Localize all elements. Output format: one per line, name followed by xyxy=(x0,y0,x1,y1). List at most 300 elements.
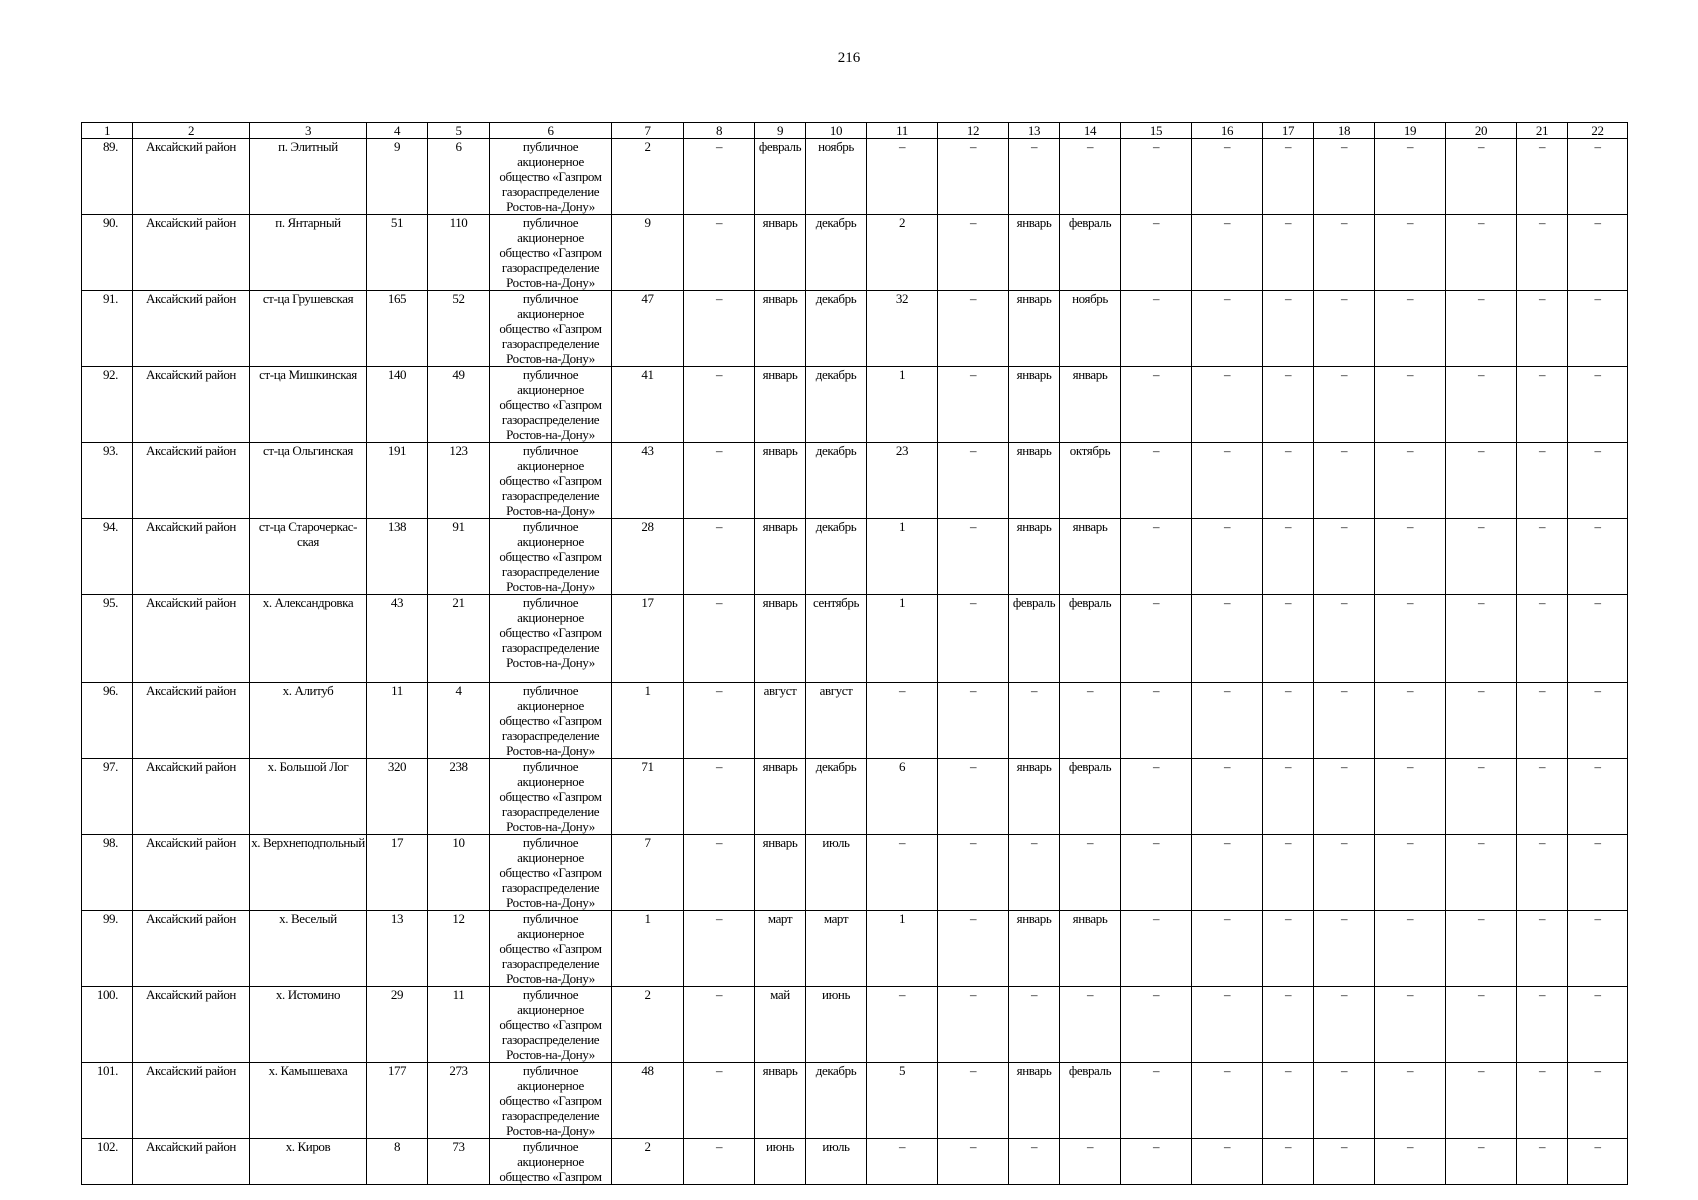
col10-cell: декабрь xyxy=(806,443,867,519)
table-row xyxy=(82,835,1628,911)
col21-cell: – xyxy=(1517,911,1568,987)
col13-cell: – xyxy=(1009,1139,1060,1185)
col10-cell: март xyxy=(806,911,867,987)
col8-cell: – xyxy=(684,215,755,291)
organization-cell xyxy=(490,519,612,595)
table-row xyxy=(82,595,1628,683)
col8-cell: – xyxy=(684,1063,755,1139)
settlement-cell: п. Янтарный xyxy=(250,215,367,291)
col18-cell: – xyxy=(1314,1139,1375,1185)
col8-cell: – xyxy=(684,1139,755,1185)
col22-cell: – xyxy=(1568,759,1628,835)
col11-cell: – xyxy=(867,835,938,911)
organization-cell xyxy=(490,443,612,519)
col13-cell: – xyxy=(1009,987,1060,1063)
district-cell: Аксайский район xyxy=(133,1063,250,1139)
organization-line: общество «Газпром xyxy=(499,789,602,804)
header-cell-15: 15 xyxy=(1121,123,1192,139)
organization-line: общество «Газпром xyxy=(499,713,602,728)
col14-cell: – xyxy=(1060,683,1121,759)
col21-cell: – xyxy=(1517,139,1568,215)
col22-cell: – xyxy=(1568,215,1628,291)
col12-cell: – xyxy=(938,595,1009,683)
row-number: 100. xyxy=(82,987,133,1063)
organization-cell xyxy=(490,911,612,987)
col16-cell: – xyxy=(1192,1063,1263,1139)
table-row xyxy=(82,1063,1628,1139)
organization-line: газораспределение xyxy=(501,336,600,351)
col11-cell: – xyxy=(867,1139,938,1185)
col20-cell: – xyxy=(1446,835,1517,911)
col7-cell: 2 xyxy=(612,139,684,215)
col21-cell: – xyxy=(1517,595,1568,683)
col15-cell: – xyxy=(1121,595,1192,683)
organization-cell xyxy=(490,291,612,367)
col15-cell: – xyxy=(1121,215,1192,291)
col10-cell: ноябрь xyxy=(806,139,867,215)
district-cell: Аксайский район xyxy=(133,683,250,759)
col11-cell: 1 xyxy=(867,911,938,987)
col12-cell: – xyxy=(938,911,1009,987)
col21-cell: – xyxy=(1517,291,1568,367)
row-number: 91. xyxy=(82,291,133,367)
col5-cell: 21 xyxy=(428,595,490,683)
col22-cell: – xyxy=(1568,595,1628,683)
col12-cell: – xyxy=(938,835,1009,911)
header-row xyxy=(82,123,1628,139)
col7-cell: 2 xyxy=(612,1139,684,1185)
header-cell-18: 18 xyxy=(1314,123,1375,139)
organization-line: публичное xyxy=(522,1063,579,1078)
district-cell: Аксайский район xyxy=(133,519,250,595)
organization-line: общество «Газпром xyxy=(499,1093,602,1108)
organization-line: акционерное xyxy=(517,850,584,865)
col19-cell: – xyxy=(1375,911,1446,987)
col20-cell: – xyxy=(1446,367,1517,443)
col20-cell: – xyxy=(1446,215,1517,291)
col18-cell: – xyxy=(1314,683,1375,759)
col20-cell: – xyxy=(1446,911,1517,987)
col13-cell: – xyxy=(1009,683,1060,759)
col7-cell: 1 xyxy=(612,683,684,759)
col12-cell: – xyxy=(938,759,1009,835)
col21-cell: – xyxy=(1517,1063,1568,1139)
col12-cell: – xyxy=(938,1063,1009,1139)
col15-cell: – xyxy=(1121,367,1192,443)
col14-cell: октябрь xyxy=(1060,443,1121,519)
col17-cell: – xyxy=(1263,911,1314,987)
col4-cell: 138 xyxy=(367,519,428,595)
col20-cell: – xyxy=(1446,595,1517,683)
organization-line: Ростов-на-Дону» xyxy=(506,199,595,214)
organization-line: акционерное xyxy=(517,774,584,789)
col18-cell: – xyxy=(1314,367,1375,443)
col13-cell: – xyxy=(1009,139,1060,215)
col14-cell: январь xyxy=(1060,911,1121,987)
col11-cell: 23 xyxy=(867,443,938,519)
col15-cell: – xyxy=(1121,835,1192,911)
col5-cell: 11 xyxy=(428,987,490,1063)
col15-cell: – xyxy=(1121,759,1192,835)
col4-cell: 177 xyxy=(367,1063,428,1139)
organization-line: газораспределение xyxy=(501,488,600,503)
col12-cell: – xyxy=(938,987,1009,1063)
settlement-cell: ст-ца Мишкинская xyxy=(250,367,367,443)
col4-cell: 13 xyxy=(367,911,428,987)
col19-cell: – xyxy=(1375,1139,1446,1185)
col15-cell: – xyxy=(1121,1139,1192,1185)
col4-cell: 140 xyxy=(367,367,428,443)
col10-cell: июнь xyxy=(806,987,867,1063)
table-row xyxy=(82,519,1628,595)
col9-cell: январь xyxy=(755,835,806,911)
row-number: 102. xyxy=(82,1139,133,1185)
col12-cell: – xyxy=(938,443,1009,519)
col15-cell: – xyxy=(1121,519,1192,595)
table-row xyxy=(82,367,1628,443)
col21-cell: – xyxy=(1517,835,1568,911)
col12-cell: – xyxy=(938,683,1009,759)
organization-line: Ростов-на-Дону» xyxy=(506,579,595,594)
col20-cell: – xyxy=(1446,139,1517,215)
col14-cell: январь xyxy=(1060,519,1121,595)
col4-cell: 8 xyxy=(367,1139,428,1185)
col22-cell: – xyxy=(1568,367,1628,443)
organization-line: Ростов-на-Дону» xyxy=(506,503,595,518)
col17-cell: – xyxy=(1263,443,1314,519)
organization-line: акционерное xyxy=(517,458,584,473)
col8-cell: – xyxy=(684,911,755,987)
col10-cell: декабрь xyxy=(806,519,867,595)
table-row xyxy=(82,215,1628,291)
organization-cell xyxy=(490,1063,612,1139)
header-cell-6: 6 xyxy=(490,123,612,139)
col11-cell: 6 xyxy=(867,759,938,835)
row-number: 95. xyxy=(82,595,133,683)
organization-line: Ростов-на-Дону» xyxy=(506,971,595,986)
col11-cell: – xyxy=(867,987,938,1063)
col17-cell: – xyxy=(1263,987,1314,1063)
organization-line: публичное xyxy=(522,987,579,1002)
organization-line: акционерное xyxy=(517,1078,584,1093)
settlement-cell: х. Истомино xyxy=(250,987,367,1063)
col9-cell: май xyxy=(755,987,806,1063)
settlement-cell: х. Камышеваха xyxy=(250,1063,367,1139)
col9-cell: январь xyxy=(755,595,806,683)
col9-cell: январь xyxy=(755,367,806,443)
col4-cell: 17 xyxy=(367,835,428,911)
col19-cell: – xyxy=(1375,835,1446,911)
col16-cell: – xyxy=(1192,987,1263,1063)
organization-line: Ростов-на-Дону» xyxy=(506,655,595,670)
organization-cell xyxy=(490,987,612,1063)
organization-cell xyxy=(490,595,612,683)
organization-line: газораспределение xyxy=(501,412,600,427)
col18-cell: – xyxy=(1314,1063,1375,1139)
settlement-cell: ст-ца Старочеркас-ская xyxy=(250,519,367,595)
col5-cell: 10 xyxy=(428,835,490,911)
header-cell-16: 16 xyxy=(1192,123,1263,139)
col18-cell: – xyxy=(1314,139,1375,215)
row-number: 94. xyxy=(82,519,133,595)
row-number: 99. xyxy=(82,911,133,987)
col19-cell: – xyxy=(1375,519,1446,595)
col8-cell: – xyxy=(684,291,755,367)
col17-cell: – xyxy=(1263,139,1314,215)
table-row xyxy=(82,683,1628,759)
col11-cell: – xyxy=(867,683,938,759)
col8-cell: – xyxy=(684,139,755,215)
col14-cell: январь xyxy=(1060,367,1121,443)
col16-cell: – xyxy=(1192,835,1263,911)
col10-cell: июль xyxy=(806,1139,867,1185)
col8-cell: – xyxy=(684,443,755,519)
header-cell-19: 19 xyxy=(1375,123,1446,139)
col19-cell: – xyxy=(1375,367,1446,443)
col4-cell: 43 xyxy=(367,595,428,683)
col12-cell: – xyxy=(938,139,1009,215)
col13-cell: январь xyxy=(1009,367,1060,443)
organization-line: акционерное xyxy=(517,1154,584,1169)
data-table xyxy=(81,122,1628,1185)
header-cell-1: 1 xyxy=(82,123,133,139)
col16-cell: – xyxy=(1192,367,1263,443)
header-cell-8: 8 xyxy=(684,123,755,139)
header-cell-5: 5 xyxy=(428,123,490,139)
settlement-cell: х. Большой Лог xyxy=(250,759,367,835)
col8-cell: – xyxy=(684,595,755,683)
organization-cell xyxy=(490,835,612,911)
header-cell-7: 7 xyxy=(612,123,684,139)
col15-cell: – xyxy=(1121,1063,1192,1139)
organization-line: публичное xyxy=(522,215,579,230)
col19-cell: – xyxy=(1375,1063,1446,1139)
col16-cell: – xyxy=(1192,911,1263,987)
organization-line: акционерное xyxy=(517,154,584,169)
organization-line: газораспределение xyxy=(501,956,600,971)
col14-cell: ноябрь xyxy=(1060,291,1121,367)
col11-cell: 2 xyxy=(867,215,938,291)
col19-cell: – xyxy=(1375,443,1446,519)
col16-cell: – xyxy=(1192,215,1263,291)
header-cell-9: 9 xyxy=(755,123,806,139)
table-row xyxy=(82,759,1628,835)
organization-cell xyxy=(490,215,612,291)
district-cell: Аксайский район xyxy=(133,759,250,835)
col17-cell: – xyxy=(1263,367,1314,443)
organization-line: публичное xyxy=(522,835,579,850)
col9-cell: январь xyxy=(755,759,806,835)
district-cell: Аксайский район xyxy=(133,367,250,443)
organization-line: публичное xyxy=(522,519,579,534)
organization-line: общество «Газпром xyxy=(499,245,602,260)
organization-line: общество «Газпром xyxy=(499,321,602,336)
organization-line: Ростов-на-Дону» xyxy=(506,819,595,834)
organization-line: общество «Газпром xyxy=(499,549,602,564)
row-number: 98. xyxy=(82,835,133,911)
header-cell-12: 12 xyxy=(938,123,1009,139)
header-cell-11: 11 xyxy=(867,123,938,139)
col21-cell: – xyxy=(1517,987,1568,1063)
organization-cell xyxy=(490,139,612,215)
organization-line: газораспределение xyxy=(501,640,600,655)
organization-cell xyxy=(490,759,612,835)
col7-cell: 7 xyxy=(612,835,684,911)
organization-line: акционерное xyxy=(517,306,584,321)
row-number: 101. xyxy=(82,1063,133,1139)
organization-line: газораспределение xyxy=(501,184,600,199)
col15-cell: – xyxy=(1121,443,1192,519)
col8-cell: – xyxy=(684,835,755,911)
col11-cell: 1 xyxy=(867,519,938,595)
col15-cell: – xyxy=(1121,987,1192,1063)
col19-cell: – xyxy=(1375,683,1446,759)
district-cell: Аксайский район xyxy=(133,1139,250,1185)
col7-cell: 47 xyxy=(612,291,684,367)
organization-line: Ростов-на-Дону» xyxy=(506,1123,595,1138)
organization-line: публичное xyxy=(522,759,579,774)
col18-cell: – xyxy=(1314,519,1375,595)
settlement-cell: х. Верхнеподпольный xyxy=(250,835,367,911)
col20-cell: – xyxy=(1446,519,1517,595)
col21-cell: – xyxy=(1517,1139,1568,1185)
col14-cell: – xyxy=(1060,1139,1121,1185)
col20-cell: – xyxy=(1446,291,1517,367)
row-number: 93. xyxy=(82,443,133,519)
row-number: 92. xyxy=(82,367,133,443)
col10-cell: декабрь xyxy=(806,759,867,835)
col21-cell: – xyxy=(1517,215,1568,291)
col18-cell: – xyxy=(1314,443,1375,519)
col9-cell: январь xyxy=(755,443,806,519)
col4-cell: 51 xyxy=(367,215,428,291)
organization-line: общество «Газпром xyxy=(499,865,602,880)
col5-cell: 6 xyxy=(428,139,490,215)
col13-cell: январь xyxy=(1009,443,1060,519)
organization-line: Ростов-на-Дону» xyxy=(506,427,595,442)
organization-line: газораспределение xyxy=(501,1032,600,1047)
col15-cell: – xyxy=(1121,291,1192,367)
col20-cell: – xyxy=(1446,1063,1517,1139)
col14-cell: – xyxy=(1060,987,1121,1063)
col16-cell: – xyxy=(1192,595,1263,683)
header-cell-13: 13 xyxy=(1009,123,1060,139)
col18-cell: – xyxy=(1314,291,1375,367)
col7-cell: 28 xyxy=(612,519,684,595)
col16-cell: – xyxy=(1192,519,1263,595)
col8-cell: – xyxy=(684,367,755,443)
col21-cell: – xyxy=(1517,759,1568,835)
settlement-cell: х. Алитуб xyxy=(250,683,367,759)
col9-cell: январь xyxy=(755,519,806,595)
col4-cell: 320 xyxy=(367,759,428,835)
col15-cell: – xyxy=(1121,139,1192,215)
col21-cell: – xyxy=(1517,443,1568,519)
col18-cell: – xyxy=(1314,759,1375,835)
organization-line: газораспределение xyxy=(501,564,600,579)
organization-line: общество «Газпром xyxy=(499,941,602,956)
col9-cell: март xyxy=(755,911,806,987)
col13-cell: январь xyxy=(1009,291,1060,367)
col7-cell: 17 xyxy=(612,595,684,683)
col17-cell: – xyxy=(1263,759,1314,835)
organization-line: Ростов-на-Дону» xyxy=(506,275,595,290)
header-cell-3: 3 xyxy=(250,123,367,139)
col5-cell: 4 xyxy=(428,683,490,759)
col13-cell: январь xyxy=(1009,519,1060,595)
organization-line: публичное xyxy=(522,367,579,382)
organization-line: акционерное xyxy=(517,382,584,397)
col5-cell: 49 xyxy=(428,367,490,443)
district-cell: Аксайский район xyxy=(133,291,250,367)
organization-line: Ростов-на-Дону» xyxy=(506,895,595,910)
table-row xyxy=(82,443,1628,519)
header-cell-22: 22 xyxy=(1568,123,1628,139)
col19-cell: – xyxy=(1375,215,1446,291)
district-cell: Аксайский район xyxy=(133,595,250,683)
organization-cell xyxy=(490,1139,612,1185)
col10-cell: декабрь xyxy=(806,215,867,291)
col7-cell: 43 xyxy=(612,443,684,519)
col7-cell: 1 xyxy=(612,911,684,987)
col13-cell: январь xyxy=(1009,215,1060,291)
col16-cell: – xyxy=(1192,139,1263,215)
header-cell-2: 2 xyxy=(133,123,250,139)
district-cell: Аксайский район xyxy=(133,987,250,1063)
col22-cell: – xyxy=(1568,443,1628,519)
col8-cell: – xyxy=(684,987,755,1063)
col22-cell: – xyxy=(1568,139,1628,215)
col20-cell: – xyxy=(1446,987,1517,1063)
col16-cell: – xyxy=(1192,683,1263,759)
organization-line: газораспределение xyxy=(501,880,600,895)
col17-cell: – xyxy=(1263,519,1314,595)
col14-cell: февраль xyxy=(1060,759,1121,835)
col7-cell: 71 xyxy=(612,759,684,835)
col22-cell: – xyxy=(1568,519,1628,595)
district-cell: Аксайский район xyxy=(133,215,250,291)
col14-cell: февраль xyxy=(1060,595,1121,683)
district-cell: Аксайский район xyxy=(133,443,250,519)
col7-cell: 41 xyxy=(612,367,684,443)
col14-cell: февраль xyxy=(1060,1063,1121,1139)
col5-cell: 91 xyxy=(428,519,490,595)
organization-line: акционерное xyxy=(517,610,584,625)
organization-line: публичное xyxy=(522,291,579,306)
header-cell-21: 21 xyxy=(1517,123,1568,139)
col17-cell: – xyxy=(1263,683,1314,759)
col12-cell: – xyxy=(938,291,1009,367)
col15-cell: – xyxy=(1121,683,1192,759)
col9-cell: февраль xyxy=(755,139,806,215)
col19-cell: – xyxy=(1375,987,1446,1063)
table-row xyxy=(82,1139,1628,1185)
col21-cell: – xyxy=(1517,683,1568,759)
col22-cell: – xyxy=(1568,1063,1628,1139)
district-cell: Аксайский район xyxy=(133,139,250,215)
col9-cell: август xyxy=(755,683,806,759)
organization-line: общество «Газпром xyxy=(499,1169,602,1184)
col18-cell: – xyxy=(1314,595,1375,683)
col11-cell: – xyxy=(867,139,938,215)
col11-cell: 32 xyxy=(867,291,938,367)
col19-cell: – xyxy=(1375,759,1446,835)
col11-cell: 1 xyxy=(867,595,938,683)
row-number: 97. xyxy=(82,759,133,835)
col5-cell: 273 xyxy=(428,1063,490,1139)
organization-cell xyxy=(490,367,612,443)
row-number: 90. xyxy=(82,215,133,291)
